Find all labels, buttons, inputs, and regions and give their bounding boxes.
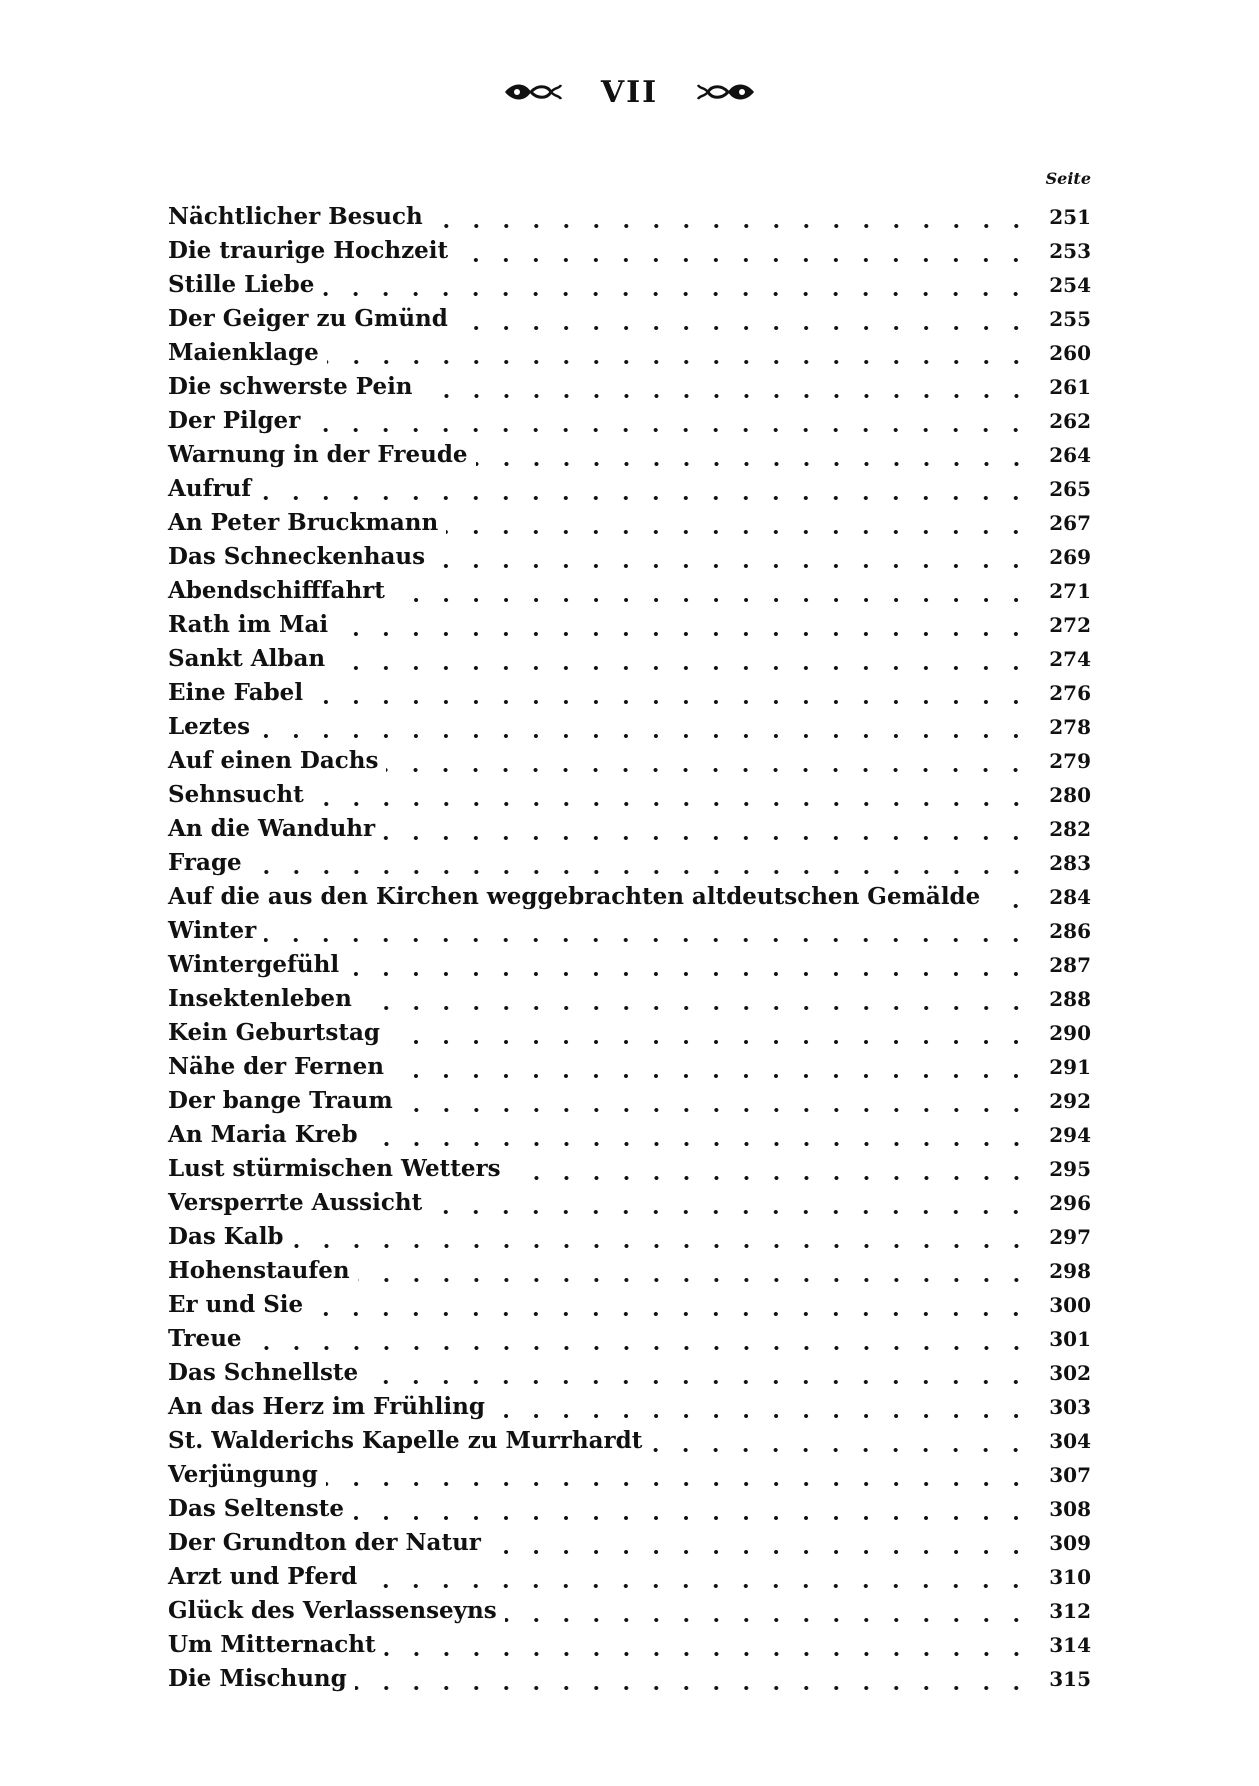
dot-leader [421, 376, 1031, 400]
dot-leader [355, 1668, 1031, 1692]
toc-entry [168, 1080, 1091, 1114]
toc-entry [168, 196, 1091, 230]
toc-entry [168, 1114, 1091, 1148]
toc-entry [168, 1420, 1091, 1454]
toc-entry [168, 978, 1091, 1012]
toc-entry-page: 278 [1049, 715, 1091, 739]
dot-leader [322, 274, 1031, 298]
toc-entry-page: 284 [1049, 885, 1091, 909]
toc-entry-title: Abendschifffahrt [168, 578, 393, 604]
toc-entry-title: Sehnsucht [168, 782, 312, 808]
toc-entry-page: 295 [1049, 1157, 1091, 1181]
dot-leader [308, 410, 1031, 434]
toc-entry-page: 290 [1049, 1021, 1091, 1045]
left-ornament-icon [501, 79, 563, 105]
toc-entry [168, 332, 1091, 366]
toc-entry-title: Das Kalb [168, 1224, 292, 1250]
toc-entry-title: Das Schnellste [168, 1360, 366, 1386]
toc-entry [168, 1522, 1091, 1556]
toc-entry-title: Die Mischung [168, 1666, 355, 1692]
dot-leader [292, 1226, 1031, 1250]
dot-leader [388, 1022, 1031, 1046]
dot-leader [401, 1090, 1031, 1114]
toc-entry-page: 269 [1049, 545, 1091, 569]
toc-entry-page: 267 [1049, 511, 1091, 535]
toc-entry [168, 672, 1091, 706]
dot-leader [509, 1158, 1031, 1182]
toc-entry-title: Hohenstaufen [168, 1258, 358, 1284]
toc-entry-title: An die Wanduhr [168, 816, 383, 842]
toc-entry-page: 262 [1049, 409, 1091, 433]
toc-entry-title: An Peter Bruckmann [168, 510, 446, 536]
toc-entry-page: 294 [1049, 1123, 1091, 1147]
toc-entry [168, 1318, 1091, 1352]
dot-leader [311, 1294, 1031, 1318]
toc-entry-title: Die schwerste Pein [168, 374, 421, 400]
toc-entry-title: Versperrte Aussicht [168, 1190, 430, 1216]
toc-entry-title: Verjüngung [168, 1462, 326, 1488]
toc-entry-page: 286 [1049, 919, 1091, 943]
toc-entry-title: Rath im Mai [168, 612, 336, 638]
dot-leader [650, 1430, 1031, 1454]
toc-entry-title: Frage [168, 850, 250, 876]
dot-leader [336, 614, 1031, 638]
toc-entry [168, 434, 1091, 468]
toc-entry-title: Insektenleben [168, 986, 360, 1012]
dot-leader [456, 240, 1031, 264]
toc-entry-page: 314 [1049, 1633, 1091, 1657]
toc-entry-page: 288 [1049, 987, 1091, 1011]
toc-entry [168, 570, 1091, 604]
toc-entry-title: Der Geiger zu Gmünd [168, 306, 456, 332]
dot-leader [250, 852, 1031, 876]
dot-leader [384, 1634, 1031, 1658]
toc-entry-title: St. Walderichs Kapelle zu Murrhardt [168, 1428, 650, 1454]
toc-entry [168, 468, 1091, 502]
toc-entry-title: An Maria Kreb [168, 1122, 366, 1148]
toc-entry-title: An das Herz im Frühling [168, 1394, 493, 1420]
dot-leader [333, 648, 1031, 672]
right-ornament-icon [696, 79, 758, 105]
dot-leader [505, 1600, 1031, 1624]
dot-leader [493, 1396, 1031, 1420]
toc-entry-page: 253 [1049, 239, 1091, 263]
toc-entry-page: 291 [1049, 1055, 1091, 1079]
page-column-label: Seite [1045, 169, 1091, 188]
toc-entry-title: Leztes [168, 714, 258, 740]
toc-entry-page: 302 [1049, 1361, 1091, 1385]
toc-entry [168, 366, 1091, 400]
dot-leader [258, 716, 1031, 740]
toc-entry-page: 287 [1049, 953, 1091, 977]
toc-entry [168, 774, 1091, 808]
toc-entry [168, 638, 1091, 672]
dot-leader [433, 546, 1031, 570]
toc-entry-page: 297 [1049, 1225, 1091, 1249]
toc-entry [168, 706, 1091, 740]
toc-entry-title: Nächtlicher Besuch [168, 204, 431, 230]
toc-entry-title: Die traurige Hochzeit [168, 238, 456, 264]
toc-entry-page: 309 [1049, 1531, 1091, 1555]
toc-entry [168, 604, 1091, 638]
page-header [0, 72, 1259, 112]
toc-entry [168, 1250, 1091, 1284]
toc-entry-title: Warnung in der Freude [168, 442, 476, 468]
toc-entry-page: 271 [1049, 579, 1091, 603]
toc-entry-page: 312 [1049, 1599, 1091, 1623]
dot-leader [489, 1532, 1031, 1556]
toc-entry-page: 254 [1049, 273, 1091, 297]
toc-entry [168, 876, 1091, 910]
toc-entry-title: Das Schneckenhaus [168, 544, 433, 570]
toc-entry-title: Aufruf [168, 476, 259, 502]
toc-entry [168, 910, 1091, 944]
toc-entry-page: 308 [1049, 1497, 1091, 1521]
toc-entry-title: Sankt Alban [168, 646, 333, 672]
toc-entry-page: 296 [1049, 1191, 1091, 1215]
page-number: VII [600, 74, 659, 110]
dot-leader [392, 1056, 1031, 1080]
toc-entry [168, 1454, 1091, 1488]
toc-entry-title: Er und Sie [168, 1292, 311, 1318]
toc-entry [168, 1182, 1091, 1216]
dot-leader [347, 954, 1031, 978]
toc-entry [168, 808, 1091, 842]
dot-leader [312, 784, 1031, 808]
toc-entry-title: Kein Geburtstag [168, 1020, 388, 1046]
toc-entry [168, 502, 1091, 536]
toc-entry-page: 300 [1049, 1293, 1091, 1317]
dot-leader [393, 580, 1031, 604]
toc-entry-title: Um Mitternacht [168, 1632, 384, 1658]
toc-entry [168, 1352, 1091, 1386]
dot-leader [430, 1192, 1031, 1216]
toc-entry-page: 255 [1049, 307, 1091, 331]
dot-leader [988, 886, 1031, 910]
dot-leader [365, 1566, 1031, 1590]
toc-entry-title: Der bange Traum [168, 1088, 401, 1114]
toc-entry-title: Lust stürmischen Wetters [168, 1156, 509, 1182]
dot-leader [311, 682, 1031, 706]
toc-entry [168, 1624, 1091, 1658]
dot-leader [446, 512, 1031, 536]
toc-entry-page: 261 [1049, 375, 1091, 399]
toc-entry [168, 1556, 1091, 1590]
toc-entry-title: Nähe der Fernen [168, 1054, 392, 1080]
toc-entry-title: Arzt und Pferd [168, 1564, 365, 1590]
dot-leader [326, 1464, 1031, 1488]
toc-entry-page: 279 [1049, 749, 1091, 773]
toc-entry-page: 264 [1049, 443, 1091, 467]
dot-leader [360, 988, 1031, 1012]
dot-leader [250, 1328, 1031, 1352]
toc-entry [168, 230, 1091, 264]
toc-entry-page: 280 [1049, 783, 1091, 807]
toc-entry [168, 298, 1091, 332]
toc-entry-page: 260 [1049, 341, 1091, 365]
dot-leader [386, 750, 1031, 774]
toc-entry [168, 740, 1091, 774]
toc-entry-title: Auf die aus den Kirchen weggebrachten altdeutschen Gemälde [168, 884, 988, 910]
toc-entry [168, 1658, 1091, 1692]
toc-entry-page: 276 [1049, 681, 1091, 705]
dot-leader [383, 818, 1031, 842]
toc-entry-page: 303 [1049, 1395, 1091, 1419]
toc-entry [168, 1216, 1091, 1250]
dot-leader [352, 1498, 1031, 1522]
toc-entry-title: Eine Fabel [168, 680, 311, 706]
dot-leader [264, 920, 1031, 944]
dot-leader [327, 342, 1031, 366]
toc-entry-page: 307 [1049, 1463, 1091, 1487]
toc-entry-page: 301 [1049, 1327, 1091, 1351]
toc-entry-page: 304 [1049, 1429, 1091, 1453]
toc-entry-title: Stille Liebe [168, 272, 322, 298]
toc-entry [168, 264, 1091, 298]
dot-leader [358, 1260, 1031, 1284]
dot-leader [366, 1362, 1031, 1386]
toc-entry-title: Das Seltenste [168, 1496, 352, 1522]
dot-leader [476, 444, 1031, 468]
toc-entry-page: 282 [1049, 817, 1091, 841]
toc-entry-page: 251 [1049, 205, 1091, 229]
toc-entry-title: Der Pilger [168, 408, 308, 434]
toc-entry [168, 944, 1091, 978]
toc-entry-page: 292 [1049, 1089, 1091, 1113]
toc-entry-page: 283 [1049, 851, 1091, 875]
dot-leader [456, 308, 1031, 332]
toc-entry-page: 272 [1049, 613, 1091, 637]
toc-entry-title: Wintergefühl [168, 952, 347, 978]
toc-entry [168, 536, 1091, 570]
toc-entry [168, 1386, 1091, 1420]
toc-entry-page: 315 [1049, 1667, 1091, 1691]
toc-entry [168, 400, 1091, 434]
toc-entry-page: 265 [1049, 477, 1091, 501]
toc-entry [168, 1284, 1091, 1318]
toc-entry-page: 274 [1049, 647, 1091, 671]
toc-entry-title: Treue [168, 1326, 250, 1352]
toc-entry-page: 298 [1049, 1259, 1091, 1283]
dot-leader [366, 1124, 1031, 1148]
toc-entry-title: Glück des Verlassenseyns [168, 1598, 505, 1624]
toc-entry-page: 310 [1049, 1565, 1091, 1589]
toc-entry-title: Winter [168, 918, 264, 944]
dot-leader [259, 478, 1031, 502]
toc-entry [168, 1590, 1091, 1624]
toc-entry [168, 1488, 1091, 1522]
table-of-contents [168, 196, 1091, 1692]
toc-entry [168, 1148, 1091, 1182]
toc-entry [168, 842, 1091, 876]
toc-entry [168, 1012, 1091, 1046]
toc-entry [168, 1046, 1091, 1080]
toc-entry-title: Auf einen Dachs [168, 748, 386, 774]
toc-entry-title: Maienklage [168, 340, 327, 366]
dot-leader [431, 206, 1031, 230]
toc-entry-title: Der Grundton der Natur [168, 1530, 489, 1556]
